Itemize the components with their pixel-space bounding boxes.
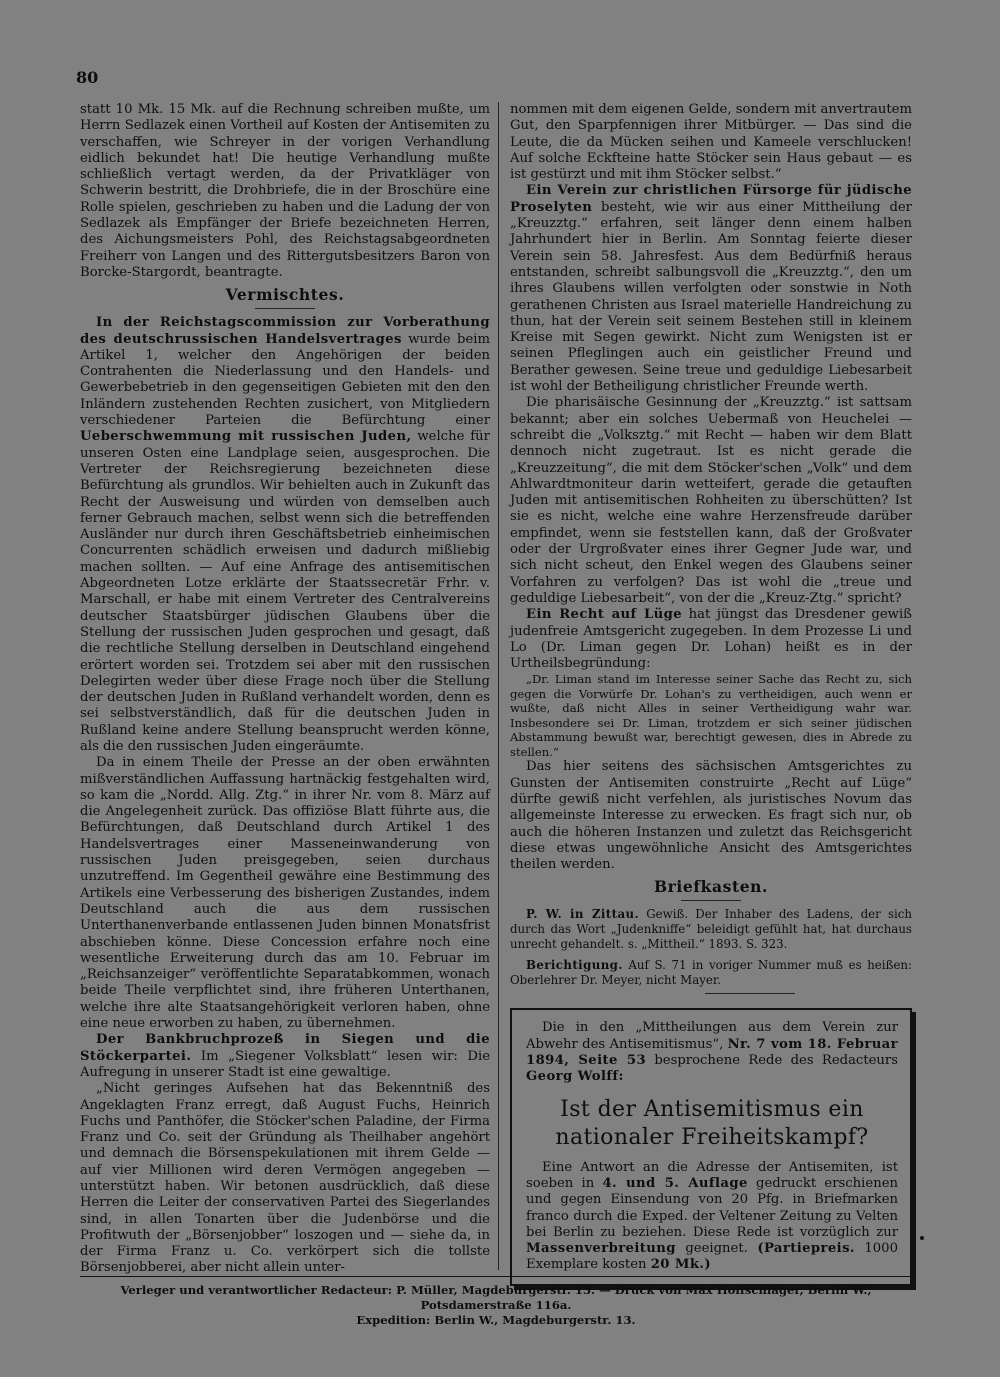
imprint-line: Expedition: Berlin W., Magdeburgerstr. 13. [356, 1313, 636, 1327]
divider [705, 993, 795, 994]
column-divider [498, 102, 499, 1270]
ad-body [526, 1160, 898, 1274]
ad-author: Georg Wolff: [526, 1069, 624, 1085]
ad-issue-reference: Nr. 7 vom 18. Februar 1894, Seite 53 [526, 1036, 898, 1069]
ad-text: gedruckt erschienen und gegen Einsendung von 20 Pfg. in Briefmarken franco durch die Exped. der Veltener Zeitung zu Velten bei Berlin zu beziehen. Diese Rede ist vorzüglich zur [526, 1175, 898, 1240]
section-heading: Briefkasten. [653, 877, 769, 897]
correction-label: Berichtigung. [526, 957, 623, 972]
paragraph: Die pharisäische Gesinnung der „Kreuzztg.“ ist sattsam bekannt; aber ein solches Uebermaß von Heuchelei — schreibt die „Volksztg.“ mit Recht — haben wir dem Blatt dennoch nicht zugetraut. Ist es nicht gerade die „Kreuzzeitung“, die mit dem Stöcker'schen „Volk“ und dem Ahlwardtmoniteur darin wetteifert, gerade die getauften Juden mit antisemitischen Rohheiten zu überschütten? Ist sie es nicht, welche eine wahre Herzensfreude darüber empfindet, wenn sie feststellen kann, daß der Großvater oder der Urgroßvater eines ihrer Gegner Jude war, und sich nicht scheut, den Enkel wegen des Glaubens seiner Vorfahren zu verfolgen? Das ist wohl die „treue und geduldige Liebesarbeit“, von der die „Kreuz-Ztg.“ spricht? [510, 395, 912, 606]
advertisement-box [510, 1008, 912, 1285]
divider [681, 900, 741, 901]
ad-price-label: (Partiepreis. [757, 1241, 855, 1257]
letterbox-addressee: P. W. in Zittau. [526, 907, 639, 922]
article-headline: Ein Verein zur christlichen Fürsorge für jüdische Proselyten [510, 183, 912, 215]
article-text: Im „Siegener Volksblatt“ lesen wir: Die Aufregung in unserer Stadt ist eine gewaltige. [80, 1048, 491, 1080]
paragraph: statt 10 Mk. 15 Mk. auf die Rechnung schreiben mußte, um Herrn Sedlazek einen Vortheil auf Kosten der Antisemiten zu verschaffen, wie Schreyer in der vorigen Verhandlung eidlich bekundet hat! Die heutige Verhandlung mußte schließlich vertagt werden, da der Privatkläger von Schwerin bestritt, die Drohbriefe, die in der Broschüre eine Rolle spielen, geschrieben zu haben und die Ladung der von Sedlazek als Empfänger der Briefe bezeichneten Herren, des Aichungsmeisters Pohl, des Reichstagsabgeordneten Freiherr von Langen und des Rittergutsbesitzers Baron von Borcke-Stargordt, beantragte. [80, 102, 490, 280]
paragraph: Da in einem Theile der Presse an der oben erwähnten mißverständlichen Auffassung hartnäckig festgehalten wird, so kam die „Nordd. Allg. Ztg.“ in ihrer Nr. vom 8. März auf die Angelegenheit zurück. Das offiziöse Blatt führte aus, die Befürchtungen, daß Deutschland durch Artikel 1 des Handelsvertrages einer Masseneinwanderung von russischen Juden preisgegeben, seien durchaus unzutreffend. Im Gegentheil gewähre eine Bestimmung des Artikels eine Verbesserung des bisherigen Zustandes, indem Deutschland auch die aus dem russischen Unterthanenverbande entlassenen Juden binnen Monatsfrist abschieben könne. Diese Concession erfahre noch eine wesentliche Erweiterung durch das am 10. Februar im „Reichsanzeiger“ veröffentlichte Separatabkommen, wonach beide Theile verpflichtet sind, ihre früheren Unterthanen, welche ihre alte Staatsangehörigkeit verloren haben, ohne eine neue erworben zu haben, zu übernehmen. [80, 755, 490, 1032]
ad-text: 1000 Exemplare kosten [526, 1241, 898, 1273]
article-text: besteht, wie wir aus einer Mittheilung der „Kreuzztg.“ erfahren, seit länger denn einem halben Jahrhundert hier in Berlin. Am Sonntag feierte dieser Verein sein 58. Jahresfest. Aus dem Bedürfniß heraus entstanden, schreibt salbungsvoll die „Kreuzztg.“, den um ihres Glaubens willen verfolgten oder sonstwie in Noth gerathenen Christen aus Israel materielle Handreichung zu thun, hat der Verein seit seinem Bestehen still in kleinem Kreise mit Segen gewirkt. Nicht zum Wenigsten ist er seinen Pfleglingen auch ein geistlicher Freund und Berather gewesen. Seine treue und geduldige Liebesarbeit ist wohl der Betheiligung christlicher Freunde werth. [510, 199, 912, 395]
letterbox-entry [510, 907, 912, 951]
article-paragraph [80, 1032, 490, 1081]
ad-intro [526, 1020, 898, 1085]
ad-title: Ist der Antisemitismus ein nationaler Freiheitskampf? [555, 1096, 869, 1150]
article-text: wurde beim Artikel 1, welcher den Angehörigen der beiden Contrahenten die Niederlassung und den Handels- und Gewerbebetrieb in den gegenseitigen Gebieten mit den den Inländern zustehenden Rechten zusichert, von Mitgliedern verschiedener Parteien die Befürchtung einer [80, 331, 490, 429]
section-heading: Vermischtes. [225, 285, 345, 305]
print-mark [920, 1236, 924, 1240]
ad-edition: 4. und 5. Auflage [602, 1175, 748, 1191]
paragraph: „Nicht geringes Aufsehen hat das Bekenntniß des Angeklagten Franz erregt, daß August Fuchs, Heinrich Fuchs und Panthöfer, die Stöcker'schen Paladine, der Firma Franz und Co. seit der Gründung als Theilhaber angehört und demnach die Börsenspekulationen mit ihrem Gelde — auf vier Millionen wird deren Vermögen angegeben — unterstützt haben. Wir betonen ausdrücklich, daß diese Herren die Leiter der conservativen Partei des Siegerlandes sind, in allen Tonarten über die Judenbörse und die Profitwuth der „Börsenjobber“ loszogen und — siehe da, in der Firma Franz u. Co. verkörpert sich die tollste Börsenjobberei, aber nicht allein unter- [80, 1081, 490, 1276]
article-paragraph [510, 607, 912, 672]
ad-text: geeignet. [685, 1241, 748, 1257]
ad-emphasis: Massenverbreitung [526, 1241, 676, 1257]
paragraph: Das hier seitens des sächsischen Amtsgerichtes zu Gunsten der Antisemiten construirte „Recht auf Lüge“ dürfte gewiß nicht verfehlen, als juristisches Novum das allgemeinste Interesse zu erwecken. Es fragt sich nur, ob auch die höheren Instanzen und zuletzt das Reichsgericht diese etwas ungewöhnliche Ansicht des Amtsgerichtes theilen werden. [510, 759, 912, 873]
divider [255, 308, 315, 309]
quote-text: „Dr. Liman stand im Interesse seiner Sache das Recht zu, sich gegen die Vorwürfe Dr. Lohan's zu vertheidigen, auch wenn er wußte, daß nicht Alles in seiner Vertheidigung wahr war. Insbesondere sei Dr. Liman, trotzdem er sich seiner jüdischen Abstammung bewußt war, berechtigt gewesen, dies in Abrede zu stellen.“ [510, 672, 912, 759]
letterbox [510, 907, 912, 987]
emphasis-text: Ueberschwemmung mit russischen Juden, [80, 429, 412, 445]
ad-text: besprochene Rede des Redacteurs [654, 1053, 898, 1069]
imprint [80, 1283, 912, 1328]
imprint-line: Verleger und verantwortlicher Redacteur: P. Müller, Magdeburgerstr. 13. — Druck von Max Hoffschläger, Berlin W., Potsdamerstraße 116a. [120, 1283, 872, 1312]
left-column [80, 102, 490, 1277]
page-number: 80 [76, 68, 99, 87]
ad-price: 20 Mk.) [650, 1257, 712, 1273]
article-text: welche für unseren Osten eine Landplage seien, ausgesprochen. Die Vertreter der Reichsregierung bezeichneten diese Befürchtung als grundlos. Wir behielten auch in Zukunft das Recht der Ausweisung und würden von demselben auch ferner Gebrauch machen, selbst wenn sich die betreffenden Ausländer nur durch ihren Geschäftsbetrieb einheimischen Concurrenten schädlich erweisen und dadurch mißliebig machen sollten. — Auf eine Anfrage des antisemitischen Abgeordneten Lotze erklärte der Staatssecretär Frhr. v. Marschall, er habe mit einem Vertreter des Centralvereins deutscher Staatsbürger jüdischen Glaubens über die Stellung der russischen Juden gesprochen und gesagt, daß die rechtliche Stellung derselben in Deutschland eingehend erörtert worden sei. Trotzdem sei aber mit den russischen Delegirten weder über diese Frage noch über die Stellung der deutschen Juden in Rußland verhandelt worden, denn es sei selbstverständlich, daß für die deutschen Juden in Rußland keine andere Stellung beansprucht werden könne, als die den russischen Juden eingeräumte. [80, 429, 490, 754]
court-quote [510, 672, 912, 759]
ad-text: Die in den „Mittheilungen aus dem Verein zur Abwehr des Antisemitismus“, [526, 1020, 898, 1052]
correction-text: Auf S. 71 in voriger Nummer muß es heißen: Oberlehrer Dr. Meyer, nicht Mayer. [510, 957, 912, 987]
right-column [510, 102, 912, 1286]
article-headline: In der Reichstagscommission zur Vorberathung des deutschrussischen Handelsvertrages [80, 315, 490, 347]
footer-divider [80, 1276, 912, 1277]
article-paragraph [80, 315, 490, 755]
correction-entry [510, 958, 912, 988]
ad-text: Eine Antwort an die Adresse der Antisemiten, ist soeben in [526, 1159, 898, 1191]
letterbox-text: Gewiß. Der Inhaber des Ladens, der sich durch das Wort „Judenkniffe“ beleidigt gefühlt hat, hat durchaus unrecht gehandelt. s. „Mittheil.“ 1893. S. 323. [510, 907, 913, 952]
article-text: hat jüngst das Dresdener gewiß judenfreie Amtsgericht zugegeben. In dem Prozesse Li und Lo (Dr. Liman gegen Dr. Lohan) heißt es in der Urtheilsbegründung: [510, 607, 912, 672]
paragraph: nommen mit dem eigenen Gelde, sondern mit anvertrautem Gut, den Sparpfennigen ihrer Mitbürger. — Das sind die Leute, die da Mücken seihen und Kameele verschlucken! Auf solche Eckfteine hatte Stöcker sein Haus gebaut — es ist gestürzt und mit ihm Stöcker selbst.“ [510, 102, 912, 183]
article-paragraph [510, 183, 912, 395]
article-headline: Ein Recht auf Lüge [526, 607, 683, 623]
article-headline: Der Bankbruchprozeß in Siegen und die Stöckerpartei. [80, 1032, 490, 1064]
